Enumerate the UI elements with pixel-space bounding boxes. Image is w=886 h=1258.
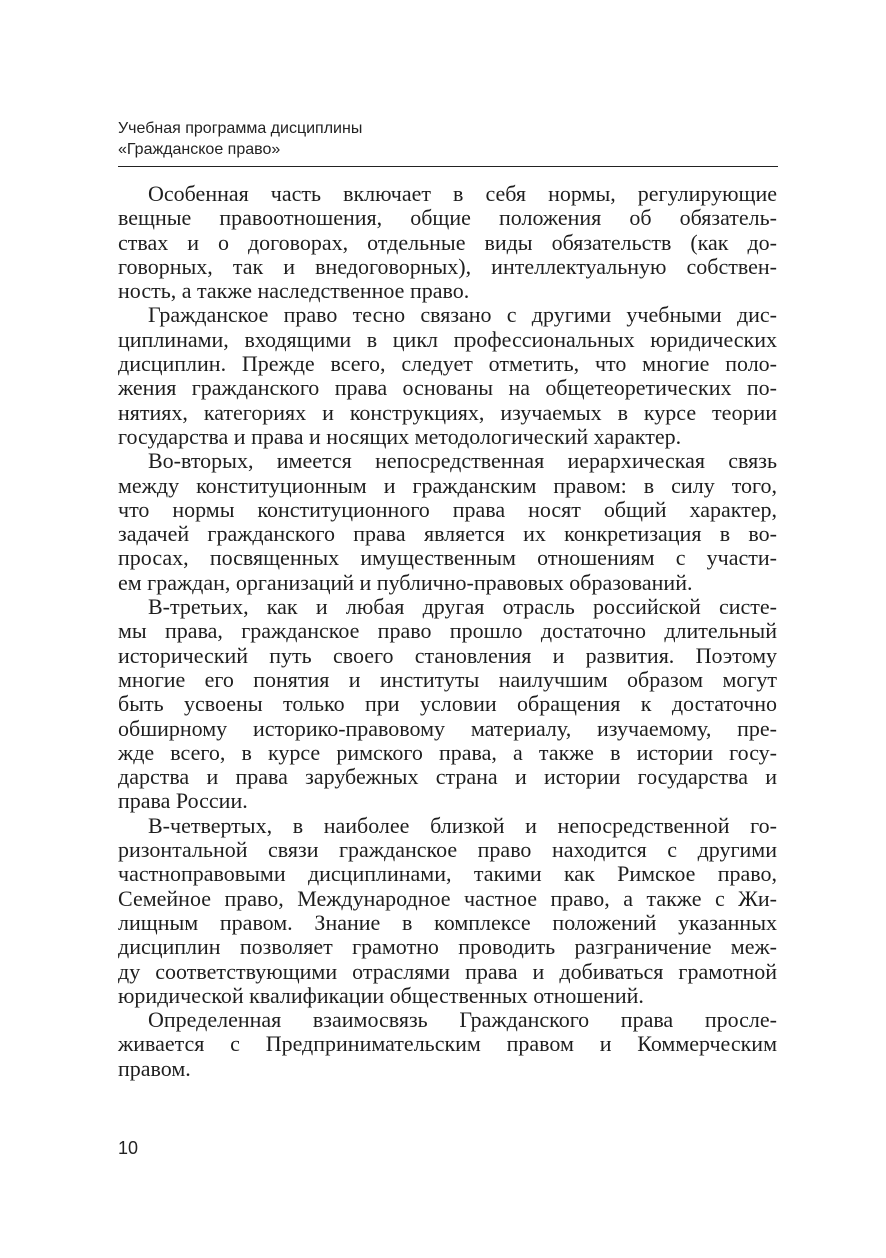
paragraph-line: мы права, гражданское право прошло достаточно длительный (118, 618, 777, 644)
paragraph-line: Определенная взаимосвязь Гражданского права просле- (148, 1007, 777, 1033)
paragraph-line: что нормы конституционного права носят общий характер, (118, 496, 777, 522)
paragraph-line: дисциплин. Прежде всего, следует отметить, что многие поло- (118, 351, 777, 377)
paragraph-line: Во-вторых, имеется непосредственная иерархическая связь (148, 448, 777, 474)
paragraph-line: Гражданское право тесно связано с другими учебными дис- (148, 302, 777, 328)
paragraph-line: В-третьих, как и любая другая отрасль российской систе- (148, 594, 777, 620)
paragraph-line: частноправовыми дисциплинами, такими как Римское право, (118, 861, 777, 887)
paragraph-line: дисциплин позволяет грамотно проводить разграничение меж- (118, 934, 777, 960)
paragraph-line: исторический путь своего становления и развития. Поэтому (118, 642, 777, 668)
paragraph-line: быть усвоены только при условии обращения к достаточно (118, 691, 777, 717)
running-header (118, 118, 777, 160)
paragraph-line: ризонтальной связи гражданское право находится с другими (118, 837, 777, 863)
paragraph (118, 1008, 777, 1081)
paragraph-line: говорных, так и внедоговорных), интеллектуальную собствен- (118, 253, 777, 279)
paragraph-line: обширному историко-правовому материалу, изучаемому, пре- (118, 715, 777, 741)
paragraph-line: ду соответствующими отраслями права и добиваться грамотной (118, 958, 777, 984)
paragraph-line: ем граждан, организаций и публично-правовых образований. (118, 569, 693, 595)
paragraph-line: вещные правоотношения, общие положения об обязатель- (118, 205, 777, 231)
paragraph-line: юридической квалификации общественных отношений. (118, 982, 644, 1008)
body-text (118, 182, 777, 1081)
paragraph-line: права России. (118, 788, 248, 814)
header-divider (118, 166, 778, 167)
paragraph-line: просах, посвященных имущественным отношениям с участи- (118, 545, 777, 571)
paragraph-line: Особенная часть включает в себя нормы, регулирующие (148, 181, 777, 206)
paragraph (118, 595, 777, 814)
paragraph-line: нятиях, категориях и конструкциях, изучаемых в курсе теории (118, 399, 777, 425)
paragraph-line: ность, а также наследственное право. (118, 278, 470, 304)
paragraph-line: жения гражданского права основаны на общетеоретических по- (118, 375, 777, 401)
paragraph-line: государства и права и носящих методологический характер. (118, 423, 682, 449)
running-header-line-2: «Гражданское право» (118, 141, 281, 158)
paragraph-line: В-четвертых, в наиболее близкой и непосредственной го- (148, 812, 777, 838)
paragraph (118, 182, 777, 303)
paragraph (118, 303, 777, 449)
paragraph-line: правом. (118, 1055, 191, 1081)
paragraph-line: циплинами, входящими в цикл профессиональных юридических (118, 326, 777, 352)
paragraph (118, 814, 777, 1008)
paragraph-line: многие его понятия и институты наилучшим образом могут (118, 666, 777, 692)
paragraph (118, 449, 777, 595)
paragraph-line: между конституционным и гражданским правом: в силу того, (118, 472, 777, 498)
running-header-line-1: Учебная программа дисциплины (118, 120, 363, 137)
paragraph-line: ствах и о договорах, отдельные виды обязательств (как до- (118, 229, 777, 255)
page-number: 10 (118, 1138, 139, 1158)
paragraph-line: жде всего, в курсе римского права, а также в истории госу- (118, 739, 777, 765)
paragraph-line: Семейное право, Международное частное право, а также с Жи- (118, 885, 777, 911)
paragraph-line: живается с Предпринимательским правом и Коммерческим (118, 1031, 777, 1057)
paragraph-line: дарства и права зарубежных страна и истории государства и (118, 764, 777, 790)
paragraph-line: лищным правом. Знание в комплексе положений указанных (118, 909, 777, 935)
paragraph-line: задачей гражданского права является их конкретизация в во- (118, 521, 777, 547)
